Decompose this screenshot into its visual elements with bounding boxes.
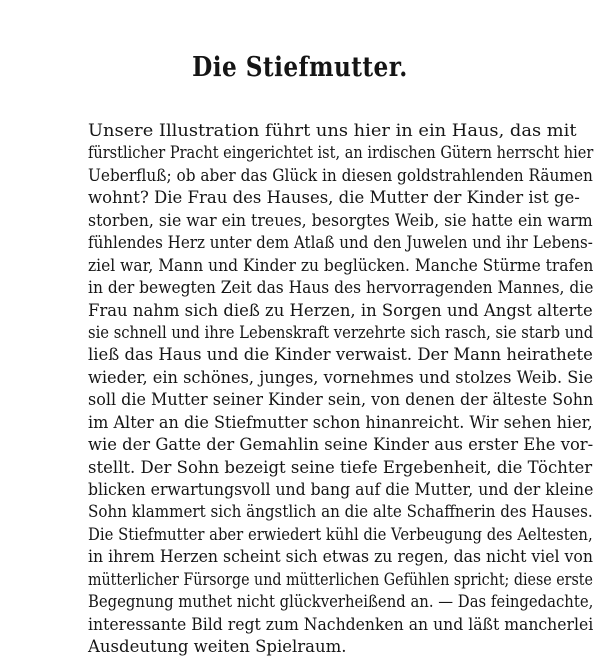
text-line: Ueberfluß; ob aber das Glück in diesen goldstrahlenden Räumen [88, 165, 593, 185]
text-line: soll die Mutter seiner Kinder sein, von denen der älteste Sohn [88, 390, 594, 410]
text-line: blicken erwartungsvoll und bang auf die Mutter, und der kleine [88, 480, 594, 499]
text-line: fürstlicher Pracht eingerichtet ist, an irdischen Gütern herrscht hier [88, 143, 594, 163]
text-line: Die Stiefmutter aber erwiedert kühl die Verbeugung des Aeltesten, [88, 524, 593, 544]
text-line: fühlendes Herz unter dem Atlaß und den Juwelen und ihr Lebens- [88, 233, 593, 253]
text-line: mütterlicher Fürsorge und mütterlichen Gefühlen spricht; diese erste [88, 569, 593, 589]
text-line: stellt. Der Sohn bezeigt seine tiefe Ergebenheit, die Töchter [88, 457, 593, 477]
text-line: ziel war, Mann und Kinder zu beglücken. Manche Stürme trafen [88, 255, 594, 275]
article-body [88, 120, 598, 659]
text-line: Unsere Illustration führt uns hier in ein Haus, das mit [88, 121, 577, 140]
text-line: sie schnell und ihre Lebenskraft verzehrte sich rasch, sie starb und [88, 322, 594, 342]
article-title: Die Stiefmutter. [192, 52, 408, 83]
text-line: storben, sie war ein treues, besorgtes Weib, sie hatte ein warm [88, 210, 593, 230]
text-line: Sohn klammert sich ängstlich an die alte Schaffnerin des Hauses. [88, 502, 593, 522]
text-line: wieder, ein schönes, junges, vornehmes und stolzes Weib. Sie [88, 367, 594, 387]
text-line: in der bewegten Zeit das Haus des hervorragenden Mannes, die [88, 278, 594, 298]
text-line: Ausdeutung weiten Spielraum. [88, 637, 347, 657]
text-line: Frau nahm sich dieß zu Herzen, in Sorgen und Angst alterte [88, 300, 593, 320]
text-line: wohnt? Die Frau des Hauses, die Mutter der Kinder ist ge- [88, 188, 580, 208]
text-line: wie der Gatte der Gemahlin seine Kinder aus erster Ehe vor- [88, 435, 594, 455]
text-line: in ihrem Herzen scheint sich etwas zu regen, das nicht viel von [88, 547, 593, 567]
text-line: im Alter an die Stiefmutter schon hinanreicht. Wir sehen hier, [88, 412, 593, 432]
text-line: ließ das Haus und die Kinder verwaist. Der Mann heirathete [88, 345, 593, 365]
text-line: Begegnung muthet nicht glückverheißend an. — Das feingedachte, [88, 592, 594, 612]
text-line: interessante Bild regt zum Nachdenken an und läßt mancherlei [88, 614, 594, 634]
